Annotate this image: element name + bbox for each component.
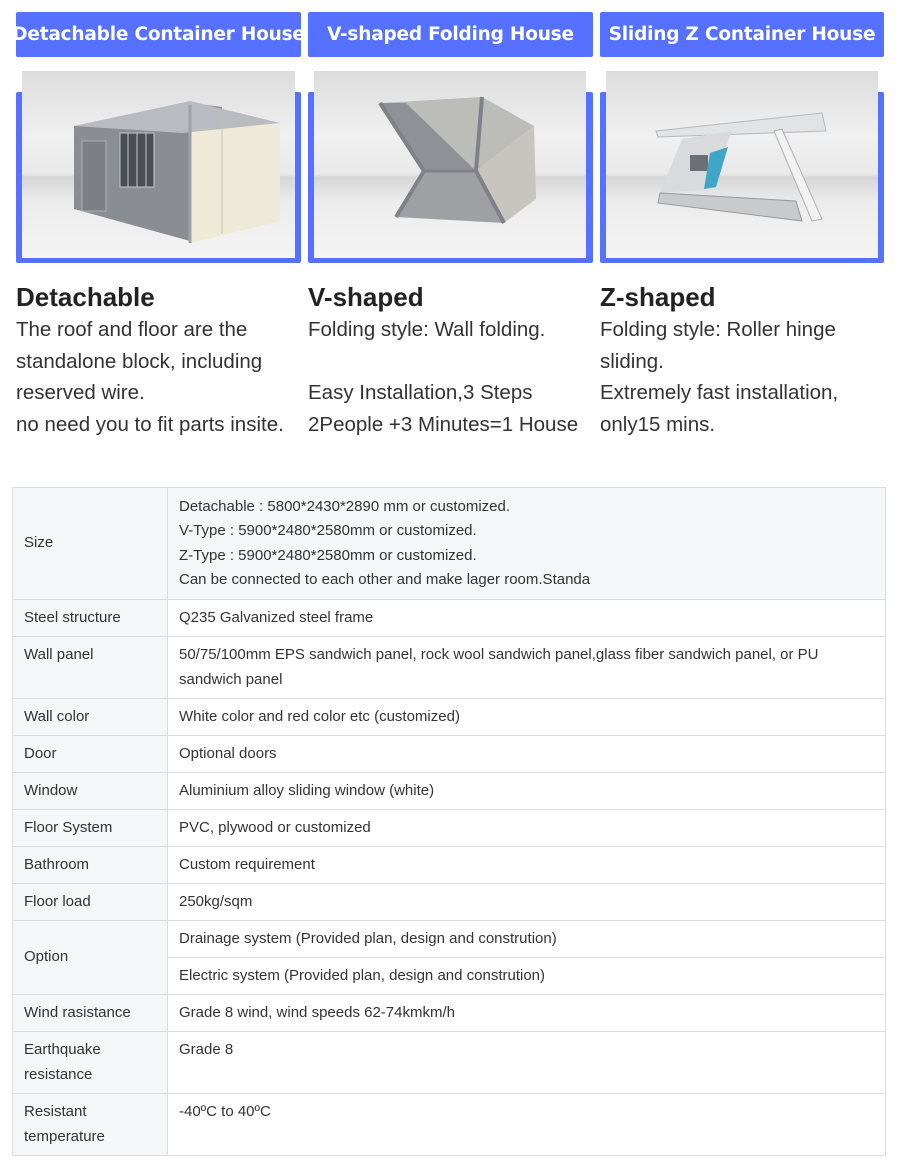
spec-value: Electric system (Provided plan, design and constrution)	[168, 958, 886, 995]
table-row-size	[13, 488, 886, 600]
table-row	[13, 600, 886, 637]
description-line: Easy Installation,3 Steps	[308, 381, 533, 404]
spec-label: Size	[13, 488, 168, 600]
spec-value: Aluminium alloy sliding window (white)	[168, 773, 886, 810]
z-shaped-sliding-house-image	[606, 71, 878, 258]
table-row-option	[13, 921, 886, 958]
description-line: Extremely fast installation,	[600, 381, 839, 404]
spec-value-line: Detachable : 5800*2430*2890 mm or customized.	[179, 497, 511, 515]
description-title: Detachable	[16, 282, 155, 312]
description-line: sliding.	[600, 349, 664, 373]
spec-value-line: Can be connected to each other and make lager room.Standa	[179, 571, 591, 588]
description-title: Z-shaped	[600, 282, 716, 312]
spec-value: -40ºC to 40ºC	[168, 1094, 886, 1156]
table-row	[13, 1094, 886, 1156]
table-row	[13, 637, 886, 699]
table-row	[13, 773, 886, 810]
spec-label: Floor load	[13, 884, 168, 921]
description-line: Folding style: Roller hinge	[600, 318, 836, 341]
description-line: Folding style: Wall folding.	[308, 318, 546, 341]
tab-detachable-container-house[interactable]: Detachable Container House	[16, 12, 301, 57]
table-row	[13, 736, 886, 773]
spec-label: Door	[13, 736, 168, 773]
spec-value: Drainage system (Provided plan, design and constrution)	[168, 921, 886, 958]
description-line: standalone block, including	[16, 349, 263, 373]
spec-value	[168, 488, 886, 600]
description-line: reserved wire.	[16, 381, 145, 404]
spec-label: Floor System	[13, 810, 168, 847]
spec-value: 50/75/100mm EPS sandwich panel, rock wool sandwich panel,glass fiber sandwich panel, or PU sandwich panel	[168, 637, 886, 699]
spec-value-line: V-Type : 5900*2480*2580mm or customized.	[179, 522, 477, 539]
description-title: V-shaped	[308, 282, 424, 312]
table-row	[13, 1032, 886, 1094]
table-row	[13, 884, 886, 921]
spec-label: Resistant temperature	[13, 1094, 168, 1156]
spec-label: Wall panel	[13, 637, 168, 699]
description-line: 2People +3 Minutes=1 House	[308, 412, 579, 436]
spec-label: Wind rasistance	[13, 995, 168, 1032]
tab-v-shaped-folding-house[interactable]: V-shaped Folding House	[308, 12, 593, 57]
spec-label: Option	[13, 921, 168, 995]
spec-label: Bathroom	[13, 847, 168, 884]
spec-value: Q235 Galvanized steel frame	[168, 600, 886, 637]
spec-value: Optional doors	[168, 736, 886, 773]
spec-value: 250kg/sqm	[168, 884, 886, 921]
description-line: no need you to fit parts insite.	[16, 412, 284, 436]
description-z-shaped	[600, 280, 892, 440]
spec-label: Steel structure	[13, 600, 168, 637]
spec-value: White color and red color etc (customized)	[168, 699, 886, 736]
detachable-container-house-image	[22, 71, 295, 258]
description-line: The roof and floor are the	[16, 318, 248, 341]
table-row	[13, 810, 886, 847]
spec-value: Grade 8	[168, 1032, 886, 1094]
spec-label: Window	[13, 773, 168, 810]
tab-sliding-z-container-house[interactable]: Sliding Z Container House	[600, 12, 884, 57]
spec-label: Wall color	[13, 699, 168, 736]
specification-table	[12, 487, 886, 1156]
table-row	[13, 995, 886, 1032]
spec-value: Grade 8 wind, wind speeds 62-74kmkm/h	[168, 995, 886, 1032]
spec-label: Earthquake resistance	[13, 1032, 168, 1094]
table-row	[13, 699, 886, 736]
description-v-shaped	[308, 280, 600, 440]
description-line: only15 mins.	[600, 412, 716, 436]
spec-value: PVC, plywood or customized	[168, 810, 886, 847]
table-row	[13, 847, 886, 884]
spec-value: Custom requirement	[168, 847, 886, 884]
description-line	[308, 346, 600, 378]
spec-value-line: Z-Type : 5900*2480*2580mm or customized.	[179, 546, 477, 564]
v-shaped-folding-house-image	[314, 71, 586, 258]
description-detachable	[16, 280, 308, 440]
